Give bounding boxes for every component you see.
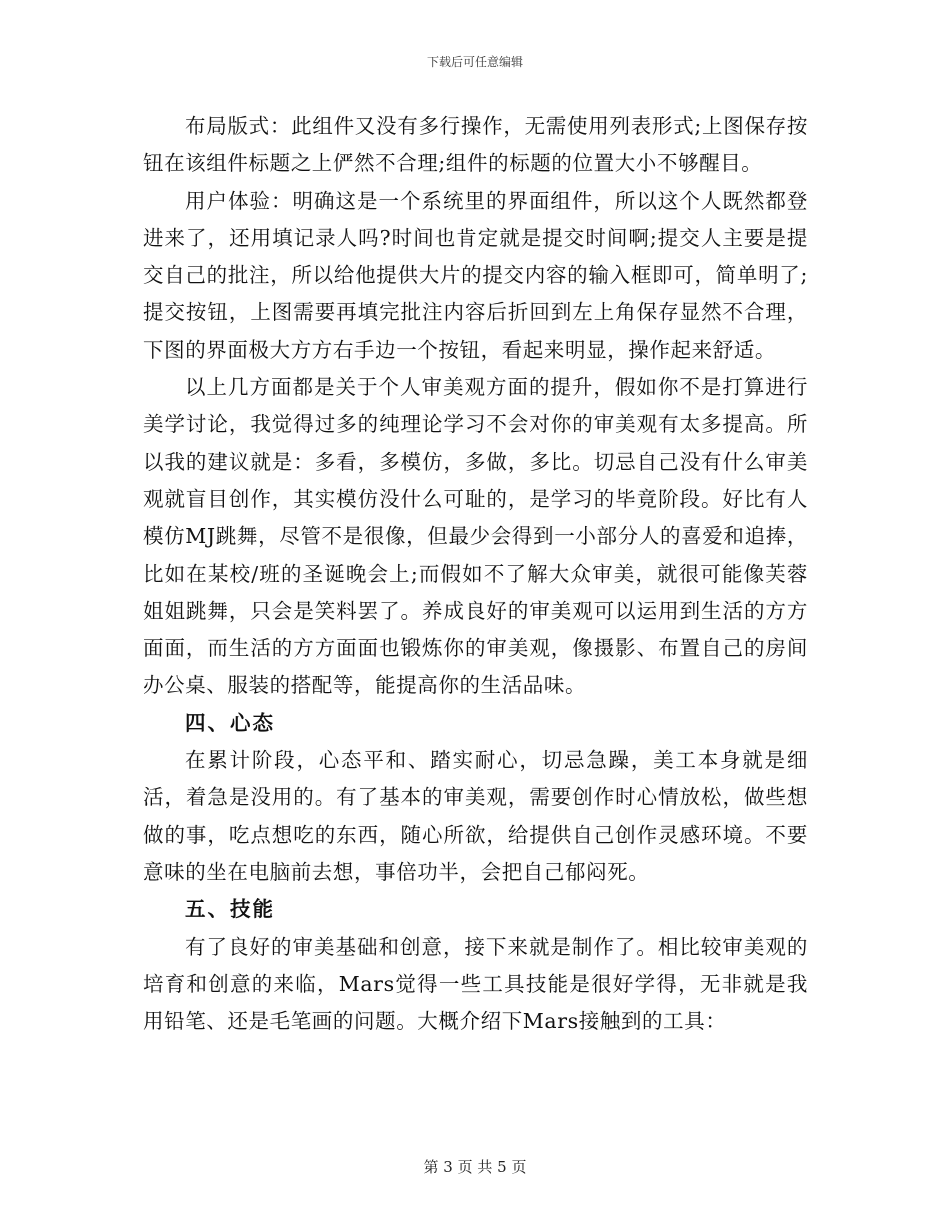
paragraph-user-experience: 用户体验：明确这是一个系统里的界面组件，所以这个人既然都登进来了，还用填记录人吗?时间也肯定就是提交时间啊;提交人主要是提交自己的批注，所以给他提供大片的提交内容的输入框即可，简单明了;提交按钮，上图需要再填完批注内容后折回到左上角保存显然不合理，下图的界面极大方方右手边一个按钮，看起来明显，操作起来舒适。 <box>143 188 808 362</box>
section-heading-mindset: 四、心态 <box>185 710 275 735</box>
paragraph-mindset: 在累计阶段，心态平和、踏实耐心，切忌急躁，美工本身就是细活，着急是没用的。有了基本的审美观，需要创作时心情放松，做些想做的事，吃点想吃的东西，随心所欲，给提供自己创作灵感环境。不要意味的坐在电脑前去想，事倍功半，会把自己郁闷死。 <box>143 748 808 884</box>
paragraph-aesthetics: 以上几方面都是关于个人审美观方面的提升，假如你不是打算进行美学讨论，我觉得过多的纯理论学习不会对你的审美观有太多提高。所以我的建议就是：多看，多模仿，多做，多比。切忌自己没有什么审美观就盲目创作，其实模仿没什么可耻的，是学习的毕竟阶段。好比有人模仿MJ跳舞，尽管不是很像，但最少会得到一小部分人的喜爱和追捧，比如在某校/班的圣诞晚会上;而假如不了解大众审美，就很可能像芙蓉姐姐跳舞，只会是笑料罢了。养成良好的审美观可以运用到生活的方方面面，而生活的方方面面也锻炼你的审美观，像摄影、布置自己的房间办公桌、服装的搭配等，能提高你的生活品味。 <box>143 375 808 698</box>
document-body <box>143 108 808 1040</box>
section-heading-skills: 五、技能 <box>185 897 275 922</box>
paragraph-skills: 有了良好的审美基础和创意，接下来就是制作了。相比较审美观的培育和创意的来临，Mars觉得一些工具技能是很好学得，无非就是我用铅笔、还是毛笔画的问题。大概介绍下Mars接触到的工具： <box>143 934 808 1034</box>
page-footer: 第 3 页 共 5 页 <box>423 1158 527 1176</box>
page-header: 下载后可任意编辑 <box>426 55 523 69</box>
paragraph-layout: 布局版式：此组件又没有多行操作，无需使用列表形式;上图保存按钮在该组件标题之上俨然不合理;组件的标题的位置大小不够醒目。 <box>143 114 808 176</box>
